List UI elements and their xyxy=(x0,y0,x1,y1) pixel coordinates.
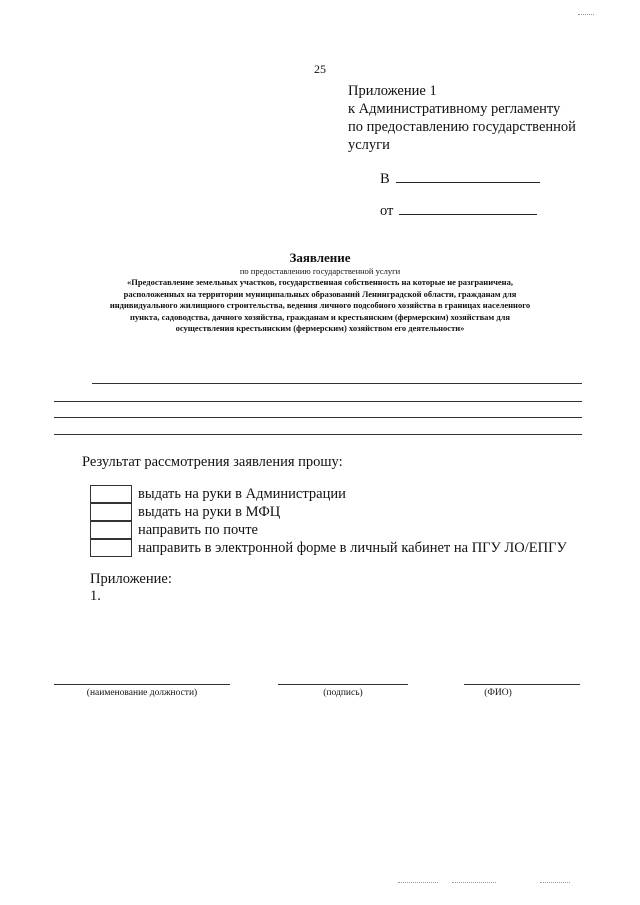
service-name-line: осуществления крестьянским (фермерским) хозяйством его деятельности» xyxy=(175,323,465,334)
attachments-label: Приложение: xyxy=(90,571,172,587)
service-name-line: «Предоставление земельных участков, государственная собственность на которые не разграничена, xyxy=(127,277,513,287)
option-mail-checkbox[interactable] xyxy=(90,521,132,539)
option-electronic-label: направить в электронной форме в личный кабинет на ПГУ ЛО/ЕПГУ xyxy=(138,540,567,556)
scan-artifact xyxy=(540,882,570,883)
scan-artifact xyxy=(452,882,496,883)
appendix-regulation: к Административному регламенту xyxy=(348,101,561,117)
addressee-from-blank[interactable] xyxy=(399,200,537,215)
request-text-line[interactable] xyxy=(92,383,582,384)
service-name xyxy=(70,277,570,335)
option-admin-checkbox[interactable] xyxy=(90,485,132,503)
scan-artifact xyxy=(578,14,594,15)
addressee-to-label: В xyxy=(380,171,390,187)
request-text-line[interactable] xyxy=(54,417,582,418)
result-label: Результат рассмотрения заявления прошу: xyxy=(82,454,343,470)
addressee-to-blank[interactable] xyxy=(396,168,540,183)
service-name-line: расположенных на территории муниципальных образований Ленинградской области, гражданам для xyxy=(123,288,517,299)
request-text-line[interactable] xyxy=(54,401,582,402)
addressee-from-field[interactable] xyxy=(380,200,537,220)
appendix-title: Приложение 1 xyxy=(348,83,437,99)
appendix-service: по предоставлению государственной xyxy=(348,119,576,135)
appendix-service-end: услуги xyxy=(348,137,390,153)
option-mail-label: направить по почте xyxy=(138,522,258,538)
service-name-line: пункта, садоводства, дачного хозяйства, гражданам и крестьянским (фермерским) хозяйствам для xyxy=(129,311,511,322)
document-title: Заявление xyxy=(289,250,351,265)
option-electronic-checkbox[interactable] xyxy=(90,539,132,557)
addressee-from-label: от xyxy=(380,203,394,219)
position-caption: (наименование должности) xyxy=(86,688,198,698)
attachments-item[interactable]: 1. xyxy=(90,588,101,604)
service-name-line: индивидуального жилищного строительства, ведения личного подсобного хозяйства в границах населенного xyxy=(109,300,531,311)
addressee-to-field[interactable] xyxy=(380,168,540,188)
option-admin-label: выдать на руки в Администрации xyxy=(138,486,346,502)
request-text-line[interactable] xyxy=(54,434,582,435)
full-name-line[interactable] xyxy=(464,684,580,685)
appendix-header xyxy=(348,82,576,154)
scan-artifact xyxy=(398,882,438,883)
signature-line[interactable] xyxy=(278,684,408,685)
page-number: 25 xyxy=(314,62,326,76)
name-caption: (ФИО) xyxy=(484,688,512,698)
position-signature-line[interactable] xyxy=(54,684,230,685)
signature-caption: (подпись) xyxy=(323,688,363,698)
document-subtitle: по предоставлению государственной услуги xyxy=(239,266,401,276)
option-mfc-label: выдать на руки в МФЦ xyxy=(138,504,281,520)
option-mfc-checkbox[interactable] xyxy=(90,503,132,521)
